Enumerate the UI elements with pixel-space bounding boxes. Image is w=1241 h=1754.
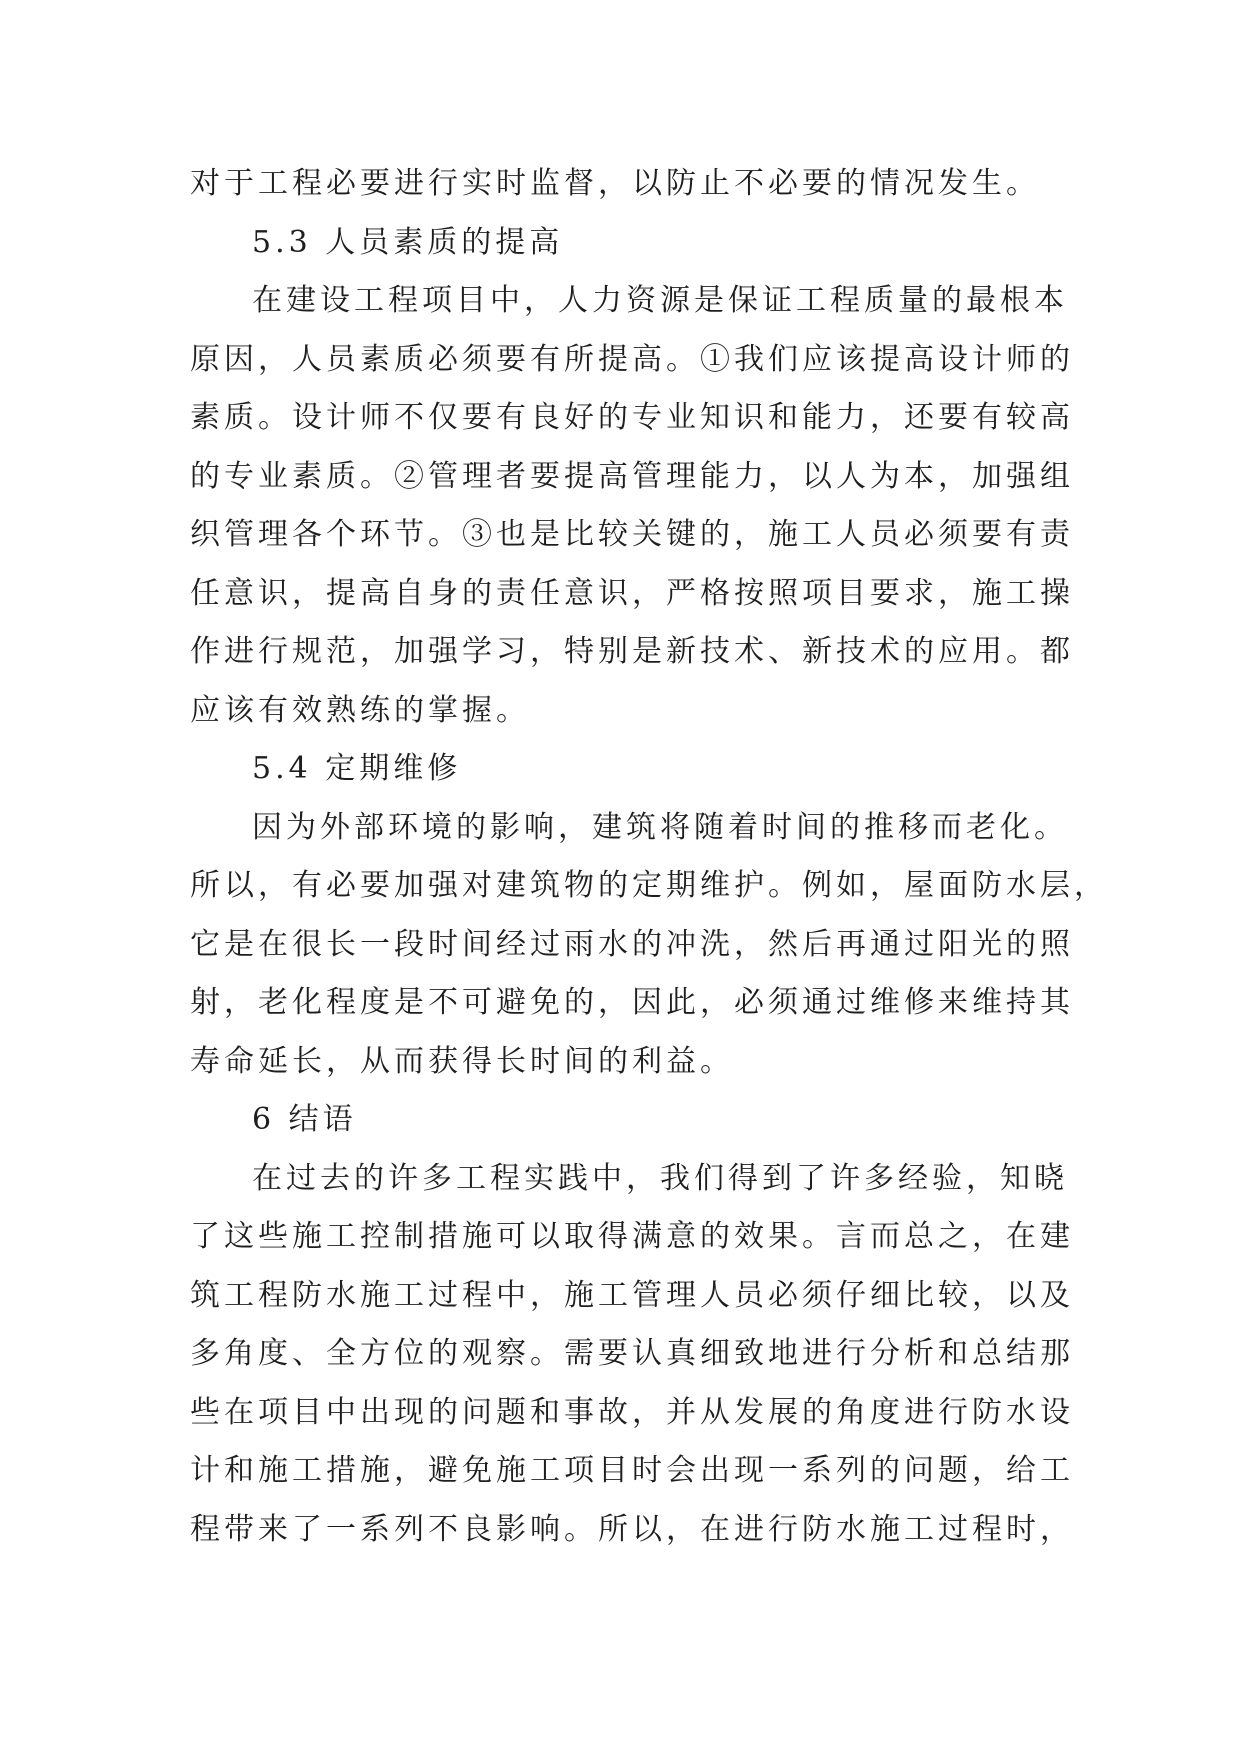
text-line: 织管理各个环节。③也是比较关键的，施工人员必须要有责 [190,517,1074,552]
text-line: 在建设工程项目中，人力资源是保证工程质量的最根本 [252,283,1068,318]
text-line: 些在项目中出现的问题和事故，并从发展的角度进行防水设 [190,1394,1074,1430]
text-line: 所以，有必要加强对建筑物的定期维护。例如，屋面防水层， [190,868,1108,903]
text-line: 多角度、全方位的观察。需要认真细致地进行分析和总结那 [190,1336,1074,1371]
text-line: 寿命延长，从而获得长时间的利益。 [190,1043,734,1079]
text-line: 原因，人员素质必须要有所提高。①我们应该提高设计师的 [190,341,1074,377]
text-line: 计和施工措施，避免施工项目时会出现一系列的问题，给工 [190,1453,1074,1488]
text-line: 在过去的许多工程实践中，我们得到了许多经验，知晓 [252,1160,1068,1196]
text-line: 了这些施工控制措施可以取得满意的效果。言而总之，在建 [190,1219,1074,1254]
text-line: 射，老化程度是不可避免的，因此，必须通过维修来维持其 [190,985,1074,1020]
section-heading-5-3: 5.3 人员素质的提高 [252,224,564,260]
text-line: 对于工程必要进行实时监督，以防止不必要的情况发生。 [190,166,1040,201]
text-line: 作进行规范，加强学习，特别是新技术、新技术的应用。都 [190,634,1074,669]
body-text [190,155,1108,1559]
section-heading-5-4: 5.4 定期维修 [252,751,462,786]
text-line: 它是在很长一段时间经过雨水的冲洗，然后再通过阳光的照 [190,926,1074,962]
text-line: 程带来了一系列不良影响。所以，在进行防水施工过程时， [190,1511,1074,1547]
text-line: 的专业素质。②管理者要提高管理能力，以人为本，加强组 [190,458,1074,494]
text-line: 筑工程防水施工过程中，施工管理人员必须仔细比较，以及 [190,1277,1074,1313]
text-line: 应该有效熟练的掌握。 [190,692,530,728]
text-line: 因为外部环境的影响，建筑将随着时间的推移而老化。 [252,809,1068,845]
text-line: 素质。设计师不仅要有良好的专业知识和能力，还要有较高 [190,400,1074,435]
text-line: 任意识，提高自身的责任意识，严格按照项目要求，施工操 [190,575,1074,611]
section-heading-6: 6 结语 [252,1102,357,1137]
